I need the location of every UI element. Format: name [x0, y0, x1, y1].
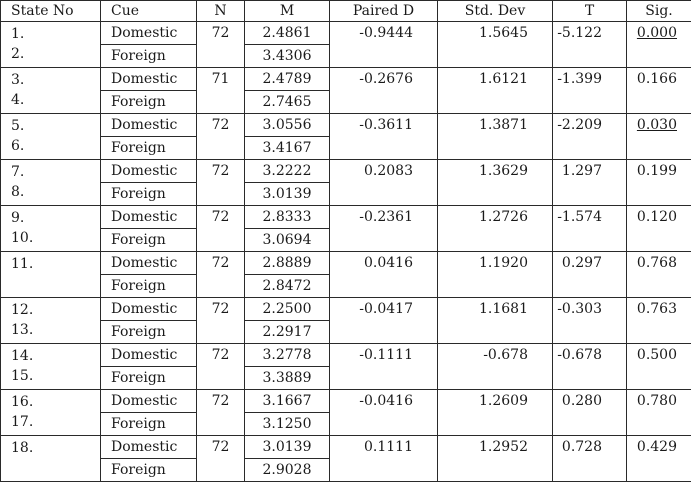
table-body — [1, 22, 691, 482]
mean-cell: 3.2778 — [245, 344, 330, 367]
table-row-domestic — [1, 344, 691, 367]
state-no-cell — [1, 436, 101, 482]
mean-cell: 3.0694 — [245, 229, 330, 252]
header-row — [1, 1, 691, 22]
table-row-domestic — [1, 390, 691, 413]
paired-d-cell: -0.2676 — [330, 68, 438, 114]
cue-cell: Domestic — [101, 68, 197, 91]
cue-cell: Domestic — [101, 114, 197, 137]
sig-value: 0.429 — [636, 439, 677, 455]
std-dev-cell: 1.3629 — [438, 160, 553, 206]
mean-cell: 3.0139 — [245, 183, 330, 206]
header-sig: Sig. — [627, 1, 691, 22]
sig-value: 0.120 — [636, 209, 677, 225]
state-number: 18. — [11, 440, 34, 456]
t-value-cell: -5.122 — [553, 22, 627, 68]
state-number: 13. — [11, 322, 34, 338]
sig-cell — [627, 436, 691, 482]
n-cell: 72 — [197, 206, 245, 252]
mean-cell: 3.0139 — [245, 436, 330, 459]
n-cell: 72 — [197, 436, 245, 482]
paired-d-cell: -0.0417 — [330, 298, 438, 344]
table-row-domestic — [1, 160, 691, 183]
paired-d-cell: 0.2083 — [330, 160, 438, 206]
mean-cell: 2.4861 — [245, 22, 330, 45]
t-value-cell: -1.574 — [553, 206, 627, 252]
std-dev-cell: 1.1920 — [438, 252, 553, 298]
header-t: T — [553, 1, 627, 22]
cue-cell: Foreign — [101, 275, 197, 298]
sig-cell — [627, 206, 691, 252]
state-no-cell — [1, 68, 101, 114]
paired-d-cell: -0.3611 — [330, 114, 438, 160]
cue-cell: Foreign — [101, 413, 197, 436]
n-cell: 72 — [197, 390, 245, 436]
sig-cell — [627, 344, 691, 390]
sig-cell — [627, 252, 691, 298]
paired-d-cell: 0.1111 — [330, 436, 438, 482]
table-row-domestic — [1, 22, 691, 45]
cue-cell: Foreign — [101, 45, 197, 68]
state-number: 12. — [11, 302, 34, 318]
n-cell: 71 — [197, 68, 245, 114]
table-row-domestic — [1, 114, 691, 137]
table-row-domestic — [1, 252, 691, 275]
t-value-cell: 0.297 — [553, 252, 627, 298]
state-no-cell — [1, 344, 101, 390]
cue-cell: Foreign — [101, 137, 197, 160]
std-dev-cell: 1.1681 — [438, 298, 553, 344]
header-state-no: State No — [1, 1, 101, 22]
state-no-cell — [1, 252, 101, 298]
sig-value: 0.030 — [636, 117, 677, 133]
state-number: 2. — [11, 46, 25, 62]
t-value-cell: 0.728 — [553, 436, 627, 482]
std-dev-cell: 1.5645 — [438, 22, 553, 68]
std-dev-cell: 1.2609 — [438, 390, 553, 436]
sig-value: 0.500 — [636, 347, 677, 363]
t-value-cell: 0.280 — [553, 390, 627, 436]
mean-cell: 3.2222 — [245, 160, 330, 183]
cue-cell: Foreign — [101, 183, 197, 206]
cue-cell: Domestic — [101, 436, 197, 459]
t-value-cell: 1.297 — [553, 160, 627, 206]
state-number: 11. — [11, 256, 34, 272]
cue-cell: Foreign — [101, 367, 197, 390]
header-n: N — [197, 1, 245, 22]
paired-d-cell: 0.0416 — [330, 252, 438, 298]
state-number: 6. — [11, 138, 25, 154]
mean-cell: 2.8333 — [245, 206, 330, 229]
sig-cell — [627, 390, 691, 436]
std-dev-cell: 1.2952 — [438, 436, 553, 482]
state-no-cell — [1, 114, 101, 160]
state-no-cell — [1, 160, 101, 206]
state-number: 9. — [11, 210, 25, 226]
cue-cell: Domestic — [101, 206, 197, 229]
sig-cell — [627, 22, 691, 68]
cue-cell: Domestic — [101, 390, 197, 413]
t-value-cell: -0.303 — [553, 298, 627, 344]
sig-cell — [627, 114, 691, 160]
n-cell: 72 — [197, 298, 245, 344]
header-std-dev: Std. Dev — [438, 1, 553, 22]
state-number: 15. — [11, 368, 34, 384]
paired-d-cell: -0.2361 — [330, 206, 438, 252]
sig-cell — [627, 298, 691, 344]
paired-d-cell: -0.9444 — [330, 22, 438, 68]
mean-cell: 2.8472 — [245, 275, 330, 298]
state-number: 14. — [11, 348, 34, 364]
state-number: 3. — [11, 72, 25, 88]
state-no-cell — [1, 206, 101, 252]
n-cell: 72 — [197, 252, 245, 298]
t-value-cell: -2.209 — [553, 114, 627, 160]
sig-value: 0.768 — [636, 255, 677, 271]
mean-cell: 3.3889 — [245, 367, 330, 390]
state-number: 7. — [11, 164, 25, 180]
mean-cell: 3.0556 — [245, 114, 330, 137]
header-m: M — [245, 1, 330, 22]
state-number: 4. — [11, 92, 25, 108]
mean-cell: 3.4167 — [245, 137, 330, 160]
state-number: 16. — [11, 394, 34, 410]
mean-cell: 2.4789 — [245, 68, 330, 91]
n-cell: 72 — [197, 114, 245, 160]
cue-cell: Domestic — [101, 298, 197, 321]
state-number: 8. — [11, 184, 25, 200]
mean-cell: 2.7465 — [245, 91, 330, 114]
table-row-domestic — [1, 436, 691, 459]
table-row-domestic — [1, 206, 691, 229]
sig-value: 0.780 — [636, 393, 677, 409]
t-value-cell: -1.399 — [553, 68, 627, 114]
state-number: 1. — [11, 26, 25, 42]
paired-d-cell: -0.0416 — [330, 390, 438, 436]
state-no-cell — [1, 390, 101, 436]
std-dev-cell: 1.2726 — [438, 206, 553, 252]
state-no-cell — [1, 22, 101, 68]
sig-value: 0.166 — [636, 71, 677, 87]
mean-cell: 2.9028 — [245, 459, 330, 482]
mean-cell: 3.1250 — [245, 413, 330, 436]
mean-cell: 3.1667 — [245, 390, 330, 413]
std-dev-cell: 1.3871 — [438, 114, 553, 160]
state-number: 10. — [11, 230, 34, 246]
cue-cell: Domestic — [101, 344, 197, 367]
mean-cell: 2.2500 — [245, 298, 330, 321]
sig-value: 0.000 — [636, 25, 677, 41]
cue-cell: Foreign — [101, 229, 197, 252]
cue-cell: Domestic — [101, 160, 197, 183]
header-paired-d: Paired D — [330, 1, 438, 22]
sig-value: 0.199 — [636, 163, 677, 179]
mean-cell: 2.8889 — [245, 252, 330, 275]
std-dev-cell: -0.678 — [438, 344, 553, 390]
n-cell: 72 — [197, 344, 245, 390]
table-row-domestic — [1, 68, 691, 91]
sig-value: 0.763 — [636, 301, 677, 317]
cue-cell: Domestic — [101, 252, 197, 275]
cue-cell: Domestic — [101, 22, 197, 45]
mean-cell: 2.2917 — [245, 321, 330, 344]
state-number: 17. — [11, 414, 34, 430]
t-value-cell: -0.678 — [553, 344, 627, 390]
cue-cell: Foreign — [101, 459, 197, 482]
std-dev-cell: 1.6121 — [438, 68, 553, 114]
table-row-domestic — [1, 298, 691, 321]
sig-cell — [627, 160, 691, 206]
mean-cell: 3.4306 — [245, 45, 330, 68]
cue-cell: Foreign — [101, 321, 197, 344]
paired-d-cell: -0.1111 — [330, 344, 438, 390]
n-cell: 72 — [197, 160, 245, 206]
state-number: 5. — [11, 118, 25, 134]
n-cell: 72 — [197, 22, 245, 68]
cue-cell: Foreign — [101, 91, 197, 114]
header-cue: Cue — [101, 1, 197, 22]
sig-cell — [627, 68, 691, 114]
state-no-cell — [1, 298, 101, 344]
